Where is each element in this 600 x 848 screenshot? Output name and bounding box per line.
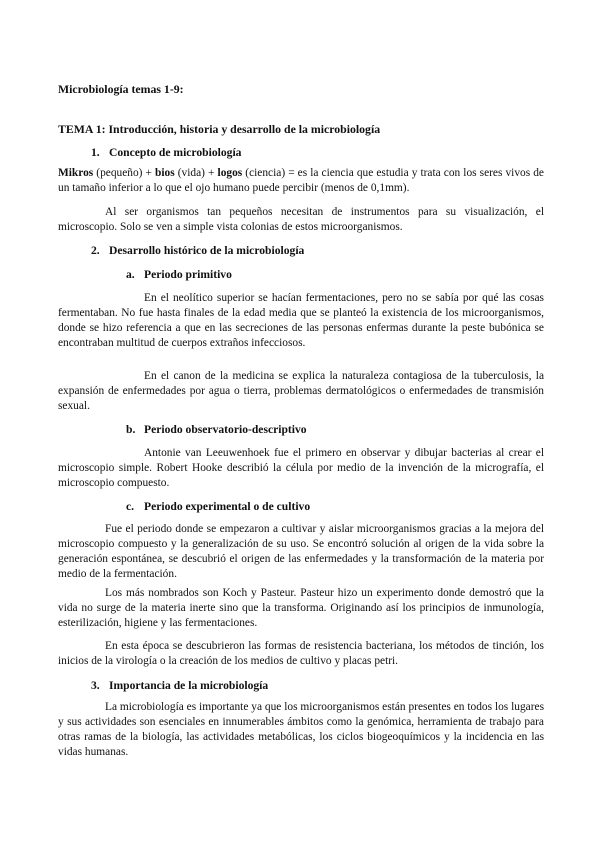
term-logos: logos (217, 167, 243, 179)
subsection-c-title: Periodo experimental o de cultivo (144, 500, 311, 513)
subsection-a-title: Periodo primitivo (144, 268, 232, 281)
subsection-a-heading (126, 267, 232, 282)
section2-number: 2. (91, 244, 100, 257)
section3-paragraph-1: La microbiología es importante ya que los microorganismos están presentes en todos los lugares y sus actividades son esenciales en innumerables ámbitos como la genómica, herramienta de trabajo para otras ramas de la biología, las actividades metabólicas, los ciclos biogeoquímicos y la incidencia en las vidas humanas. (58, 701, 544, 758)
section3-heading (91, 678, 268, 693)
section2-heading (91, 243, 304, 258)
section1-paragraph-1 (58, 166, 544, 196)
subsection-c-paragraph-1: Fue el periodo donde se empezaron a cultivar y aislar microorganismos gracias a la mejora del microscopio compuesto y la generalización de su uso. Se encontró solución al origen de la vida sobre la generación espontánea, se descubrió el origen de las enfermedades y la transformación de la materia por medio de la fermentación. (58, 523, 544, 580)
subsection-b-number: b. (126, 423, 136, 436)
subsection-c-paragraph-2: Los más nombrados son Koch y Pasteur. Pasteur hizo un experimento donde demostró que la vida no surge de la materia inerte sino que la transforma. Originando así los principios de inmunología, esterilización, higiene y las fermentaciones. (58, 587, 544, 629)
subsection-a-paragraph-1: En el neolítico superior se hacían fermentaciones, pero no se sabía por qué las cosas fermentaban. No fue hasta finales de la edad media que se planteó la existencia de los microorganismos, donde se hizo referencia a que en las secreciones de las personas enfermas durante la peste bubónica se encontraban multitud de cuerpos extraños infecciosos. (58, 292, 544, 349)
subsection-c-number: c. (126, 500, 135, 513)
section1-number: 1. (91, 146, 100, 159)
subsection-b-title: Periodo observatorio-descriptivo (144, 423, 307, 436)
subsection-c-heading (126, 499, 310, 514)
tema1-heading: TEMA 1: Introducción, historia y desarrollo de la microbiología (58, 122, 381, 136)
definition-text: (ciencia) = es la ciencia que estudia y trata con los seres vivos de un tamaño inferior a lo que el ojo humano puede percibir (menos de 0,1mm). (58, 167, 544, 194)
subsection-a-paragraph-2: En el canon de la medicina se explica la naturaleza contagiosa de la tuberculosis, la expansión de enfermedades por agua o tierra, problemas dermatológicos o enfermedades de transmisión sexual. (58, 370, 544, 412)
subsection-b-paragraph-1: Antonie van Leeuwenhoek fue el primero en observar y dibujar bacterias al crear el microscopio simple. Robert Hooke describió la célula por medio de la invención de la micrografía, el microscopio compuesto. (58, 447, 544, 489)
subsection-c-paragraph-3: En esta época se descubrieron las formas de resistencia bacteriana, los métodos de tinción, los inicios de la virología o la creación de los medios de cultivo y placas petri. (58, 640, 544, 667)
section1-paragraph-2: Al ser organismos tan pequeños necesitan de instrumentos para su visualización, el microscopio. Solo se ven a simple vista colonias de estos microorganismos. (58, 206, 544, 233)
gloss-pequeno: (pequeño) + (93, 167, 156, 179)
subsection-a-number: a. (126, 268, 135, 281)
gloss-vida: (vida) + (174, 167, 218, 179)
section1-heading (91, 145, 241, 160)
document-title: Microbiología temas 1-9: (58, 82, 184, 96)
term-bios: bios (155, 167, 175, 179)
section3-number: 3. (91, 679, 100, 692)
section1-title: Concepto de microbiología (109, 146, 242, 159)
section2-title: Desarrollo histórico de la microbiología (109, 244, 305, 257)
section3-title: Importancia de la microbiología (109, 679, 269, 692)
term-mikros: Mikros (58, 167, 94, 179)
subsection-b-heading (126, 422, 307, 437)
